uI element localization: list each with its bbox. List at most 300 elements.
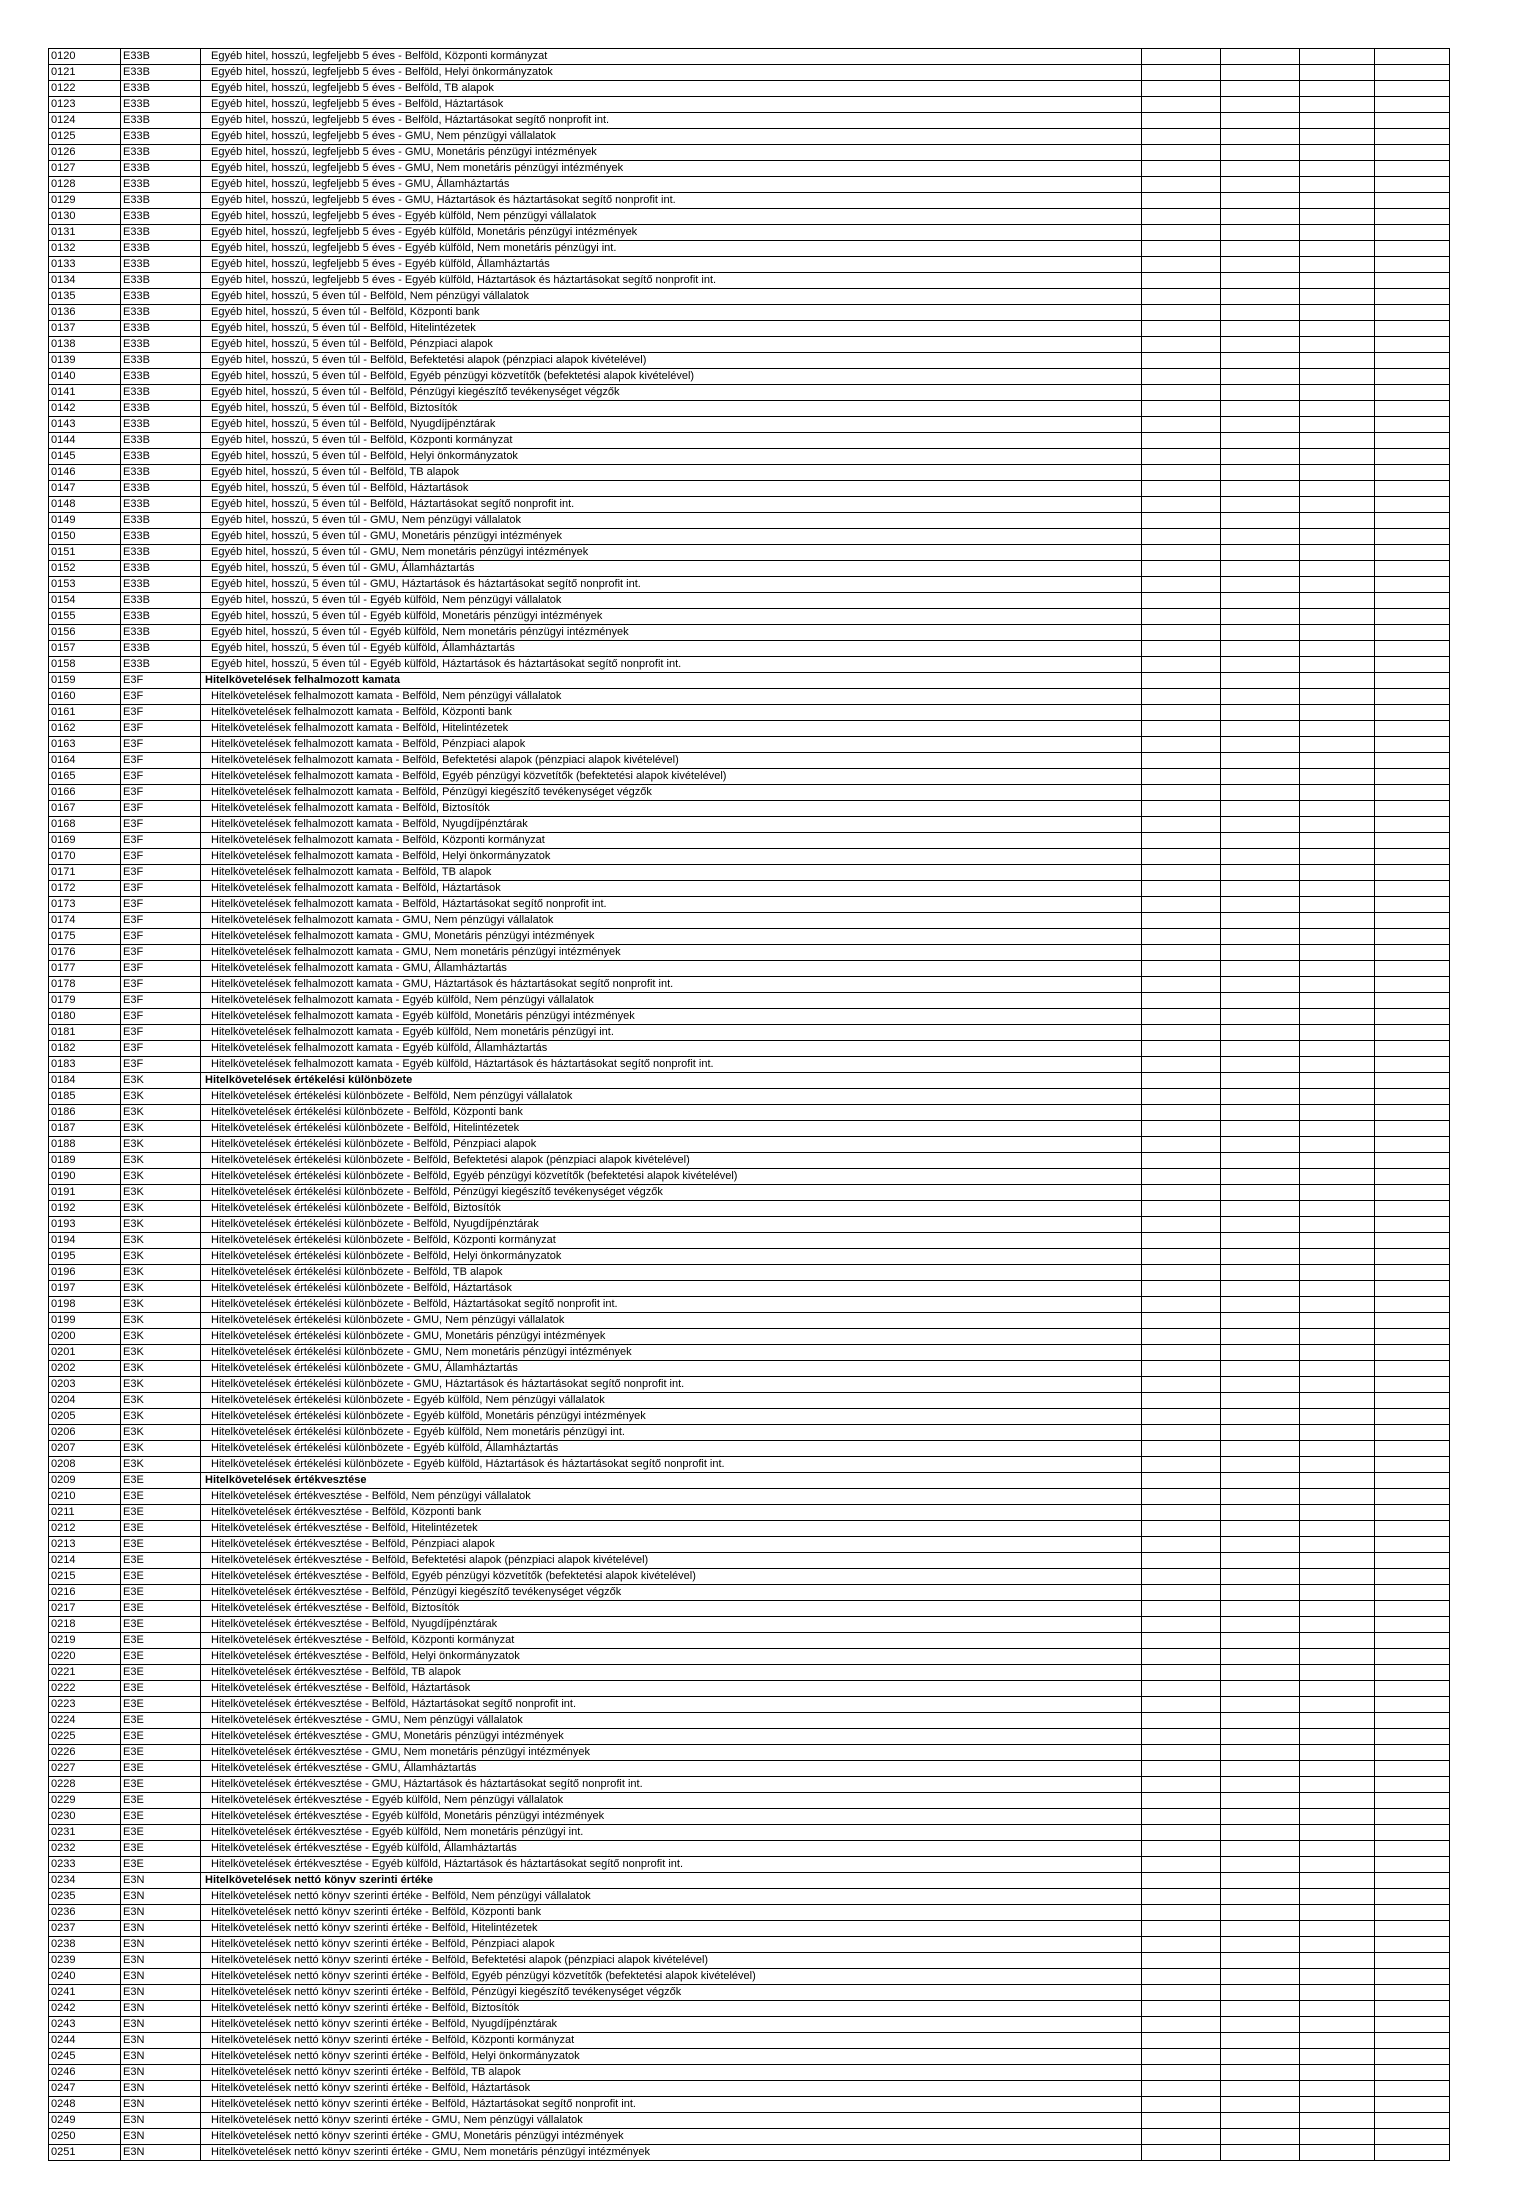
- description-cell: Hitelkövetelések felhalmozott kamata - Belföld, Pénzpiaci alapok: [201, 737, 1142, 753]
- table-row: [49, 913, 1450, 929]
- code-cell: E3F: [121, 801, 201, 817]
- code-cell: E3F: [121, 945, 201, 961]
- value-cell-2: [1221, 1361, 1300, 1377]
- value-cell-3: [1300, 881, 1375, 897]
- row-number-cell: 0163: [49, 737, 121, 753]
- value-cell-4: [1375, 497, 1450, 513]
- row-number-cell: 0124: [49, 113, 121, 129]
- description-cell: Hitelkövetelések felhalmozott kamata - Belföld, Háztartásokat segítő nonprofit int.: [201, 897, 1142, 913]
- code-cell: E33B: [121, 641, 201, 657]
- value-cell-4: [1375, 449, 1450, 465]
- value-cell-2: [1221, 1873, 1300, 1889]
- value-cell-1: [1142, 1105, 1221, 1121]
- value-cell-4: [1375, 865, 1450, 881]
- value-cell-2: [1221, 977, 1300, 993]
- row-number-cell: 0241: [49, 1985, 121, 2001]
- code-cell: E3E: [121, 1841, 201, 1857]
- value-cell-1: [1142, 1969, 1221, 1985]
- value-cell-3: [1300, 545, 1375, 561]
- description-cell: Hitelkövetelések felhalmozott kamata - Egyéb külföld, Államháztartás: [201, 1041, 1142, 1057]
- value-cell-2: [1221, 129, 1300, 145]
- value-cell-3: [1300, 561, 1375, 577]
- value-cell-3: [1300, 1409, 1375, 1425]
- value-cell-4: [1375, 2017, 1450, 2033]
- section-heading-row: [49, 1873, 1450, 1889]
- value-cell-2: [1221, 2065, 1300, 2081]
- row-number-cell: 0185: [49, 1089, 121, 1105]
- value-cell-3: [1300, 1697, 1375, 1713]
- code-cell: E33B: [121, 81, 201, 97]
- code-cell: E3K: [121, 1105, 201, 1121]
- description-cell: Hitelkövetelések értékelési különbözete - GMU, Államháztartás: [201, 1361, 1142, 1377]
- row-number-cell: 0164: [49, 753, 121, 769]
- code-cell: E3F: [121, 721, 201, 737]
- value-cell-4: [1375, 337, 1450, 353]
- value-cell-1: [1142, 1281, 1221, 1297]
- description-cell: Hitelkövetelések nettó könyv szerinti értéke - Belföld, Hitelintézetek: [201, 1921, 1142, 1937]
- code-cell: E33B: [121, 369, 201, 385]
- value-cell-1: [1142, 513, 1221, 529]
- row-number-cell: 0204: [49, 1393, 121, 1409]
- value-cell-2: [1221, 1377, 1300, 1393]
- value-cell-1: [1142, 2065, 1221, 2081]
- value-cell-1: [1142, 465, 1221, 481]
- value-cell-1: [1142, 1729, 1221, 1745]
- value-cell-4: [1375, 1361, 1450, 1377]
- value-cell-1: [1142, 1121, 1221, 1137]
- value-cell-3: [1300, 641, 1375, 657]
- code-cell: E3K: [121, 1137, 201, 1153]
- value-cell-4: [1375, 2081, 1450, 2097]
- value-cell-1: [1142, 401, 1221, 417]
- table-row: [49, 1953, 1450, 1969]
- value-cell-2: [1221, 497, 1300, 513]
- value-cell-1: [1142, 1809, 1221, 1825]
- value-cell-1: [1142, 481, 1221, 497]
- value-cell-2: [1221, 609, 1300, 625]
- value-cell-2: [1221, 753, 1300, 769]
- value-cell-1: [1142, 2017, 1221, 2033]
- code-cell: E33B: [121, 449, 201, 465]
- value-cell-4: [1375, 1793, 1450, 1809]
- value-cell-3: [1300, 193, 1375, 209]
- code-cell: E3K: [121, 1217, 201, 1233]
- code-cell: E3F: [121, 849, 201, 865]
- table-row: [49, 897, 1450, 913]
- row-number-cell: 0186: [49, 1105, 121, 1121]
- row-number-cell: 0242: [49, 2001, 121, 2017]
- value-cell-4: [1375, 961, 1450, 977]
- code-cell: E3N: [121, 2065, 201, 2081]
- value-cell-4: [1375, 1777, 1450, 1793]
- description-cell: Hitelkövetelések értékelési különbözete - Belföld, Központi kormányzat: [201, 1233, 1142, 1249]
- row-number-cell: 0151: [49, 545, 121, 561]
- value-cell-4: [1375, 897, 1450, 913]
- description-cell: Egyéb hitel, hosszú, 5 éven túl - Belföld, Pénzügyi kiegészítő tevékenységet végzők: [201, 385, 1142, 401]
- value-cell-1: [1142, 2129, 1221, 2145]
- value-cell-3: [1300, 529, 1375, 545]
- code-cell: E3K: [121, 1153, 201, 1169]
- value-cell-2: [1221, 1041, 1300, 1057]
- description-cell: Egyéb hitel, hosszú, legfeljebb 5 éves - Egyéb külföld, Nem pénzügyi vállalatok: [201, 209, 1142, 225]
- description-cell: Hitelkövetelések felhalmozott kamata - Belföld, Egyéb pénzügyi közvetítők (befektetési alapok kivételével): [201, 769, 1142, 785]
- value-cell-1: [1142, 241, 1221, 257]
- description-cell: Hitelkövetelések értékelési különbözete - Belföld, Biztosítók: [201, 1201, 1142, 1217]
- row-number-cell: 0146: [49, 465, 121, 481]
- description-cell: Hitelkövetelések értékelési különbözete - Belföld, TB alapok: [201, 1265, 1142, 1281]
- value-cell-1: [1142, 449, 1221, 465]
- data-table: [48, 48, 1450, 2161]
- table-row: [49, 1857, 1450, 1873]
- value-cell-1: [1142, 1633, 1221, 1649]
- value-cell-4: [1375, 417, 1450, 433]
- value-cell-2: [1221, 1121, 1300, 1137]
- code-cell: E3E: [121, 1777, 201, 1793]
- code-cell: E3E: [121, 1713, 201, 1729]
- value-cell-4: [1375, 1761, 1450, 1777]
- table-row: [49, 1937, 1450, 1953]
- value-cell-1: [1142, 1329, 1221, 1345]
- value-cell-1: [1142, 1537, 1221, 1553]
- table-row: [49, 1601, 1450, 1617]
- value-cell-2: [1221, 2145, 1300, 2161]
- row-number-cell: 0139: [49, 353, 121, 369]
- value-cell-1: [1142, 737, 1221, 753]
- value-cell-2: [1221, 1937, 1300, 1953]
- value-cell-2: [1221, 1569, 1300, 1585]
- value-cell-3: [1300, 1473, 1375, 1489]
- code-cell: E3K: [121, 1345, 201, 1361]
- row-number-cell: 0238: [49, 1937, 121, 1953]
- table-row: [49, 289, 1450, 305]
- row-number-cell: 0144: [49, 433, 121, 449]
- value-cell-4: [1375, 145, 1450, 161]
- value-cell-4: [1375, 1057, 1450, 1073]
- code-cell: E3E: [121, 1745, 201, 1761]
- code-cell: E3K: [121, 1409, 201, 1425]
- value-cell-1: [1142, 161, 1221, 177]
- table-row: [49, 193, 1450, 209]
- description-cell: Hitelkövetelések értékvesztése - Belföld, Befektetési alapok (pénzpiaci alapok kivételével): [201, 1553, 1142, 1569]
- description-cell: Egyéb hitel, hosszú, 5 éven túl - Belföld, Háztartások: [201, 481, 1142, 497]
- code-cell: E33B: [121, 273, 201, 289]
- table-row: [49, 465, 1450, 481]
- value-cell-1: [1142, 1697, 1221, 1713]
- table-row: [49, 401, 1450, 417]
- value-cell-2: [1221, 273, 1300, 289]
- row-number-cell: 0122: [49, 81, 121, 97]
- value-cell-2: [1221, 241, 1300, 257]
- table-row: [49, 433, 1450, 449]
- description-cell: Egyéb hitel, hosszú, 5 éven túl - Belföld, Háztartásokat segítő nonprofit int.: [201, 497, 1142, 513]
- value-cell-4: [1375, 2097, 1450, 2113]
- description-cell: Egyéb hitel, hosszú, 5 éven túl - Belföld, Pénzpiaci alapok: [201, 337, 1142, 353]
- row-number-cell: 0251: [49, 2145, 121, 2161]
- value-cell-3: [1300, 1169, 1375, 1185]
- value-cell-4: [1375, 1905, 1450, 1921]
- section-heading-row: [49, 673, 1450, 689]
- code-cell: E3F: [121, 753, 201, 769]
- table-row: [49, 2033, 1450, 2049]
- value-cell-2: [1221, 817, 1300, 833]
- table-row: [49, 977, 1450, 993]
- value-cell-2: [1221, 97, 1300, 113]
- table-row: [49, 2145, 1450, 2161]
- value-cell-4: [1375, 1265, 1450, 1281]
- row-number-cell: 0189: [49, 1153, 121, 1169]
- code-cell: E33B: [121, 49, 201, 65]
- value-cell-4: [1375, 1873, 1450, 1889]
- value-cell-3: [1300, 2113, 1375, 2129]
- value-cell-1: [1142, 929, 1221, 945]
- value-cell-3: [1300, 577, 1375, 593]
- table-row: [49, 1793, 1450, 1809]
- value-cell-2: [1221, 1601, 1300, 1617]
- value-cell-1: [1142, 1377, 1221, 1393]
- value-cell-1: [1142, 1713, 1221, 1729]
- value-cell-2: [1221, 801, 1300, 817]
- code-cell: E3K: [121, 1185, 201, 1201]
- table-row: [49, 1489, 1450, 1505]
- table-row: [49, 449, 1450, 465]
- value-cell-4: [1375, 273, 1450, 289]
- value-cell-2: [1221, 657, 1300, 673]
- code-cell: E33B: [121, 209, 201, 225]
- value-cell-2: [1221, 161, 1300, 177]
- row-number-cell: 0123: [49, 97, 121, 113]
- value-cell-4: [1375, 1217, 1450, 1233]
- row-number-cell: 0249: [49, 2113, 121, 2129]
- row-number-cell: 0173: [49, 897, 121, 913]
- description-cell: Hitelkövetelések felhalmozott kamata - Belföld, Központi bank: [201, 705, 1142, 721]
- code-cell: E33B: [121, 337, 201, 353]
- description-cell: Egyéb hitel, hosszú, legfeljebb 5 éves - Belföld, Helyi önkormányzatok: [201, 65, 1142, 81]
- code-cell: E33B: [121, 225, 201, 241]
- code-cell: E3K: [121, 1073, 201, 1089]
- value-cell-1: [1142, 1153, 1221, 1169]
- value-cell-3: [1300, 1889, 1375, 1905]
- value-cell-2: [1221, 545, 1300, 561]
- value-cell-3: [1300, 1505, 1375, 1521]
- value-cell-1: [1142, 817, 1221, 833]
- value-cell-4: [1375, 1937, 1450, 1953]
- value-cell-1: [1142, 1297, 1221, 1313]
- value-cell-3: [1300, 1425, 1375, 1441]
- value-cell-2: [1221, 1281, 1300, 1297]
- description-cell: Hitelkövetelések felhalmozott kamata - Belföld, TB alapok: [201, 865, 1142, 881]
- value-cell-2: [1221, 1505, 1300, 1521]
- code-cell: E3E: [121, 1505, 201, 1521]
- row-number-cell: 0147: [49, 481, 121, 497]
- row-number-cell: 0145: [49, 449, 121, 465]
- table-row: [49, 753, 1450, 769]
- code-cell: E33B: [121, 417, 201, 433]
- value-cell-4: [1375, 1153, 1450, 1169]
- value-cell-3: [1300, 1025, 1375, 1041]
- description-cell: Hitelkövetelések értékvesztése - Belföld, Nem pénzügyi vállalatok: [201, 1489, 1142, 1505]
- code-cell: E3F: [121, 897, 201, 913]
- table-row: [49, 1505, 1450, 1521]
- value-cell-4: [1375, 2145, 1450, 2161]
- table-row: [49, 1393, 1450, 1409]
- value-cell-2: [1221, 81, 1300, 97]
- value-cell-4: [1375, 49, 1450, 65]
- value-cell-3: [1300, 305, 1375, 321]
- description-cell: Hitelkövetelések értékelési különbözete - Belföld, Központi bank: [201, 1105, 1142, 1121]
- code-cell: E33B: [121, 529, 201, 545]
- value-cell-3: [1300, 1825, 1375, 1841]
- value-cell-1: [1142, 2033, 1221, 2049]
- table-row: [49, 1009, 1450, 1025]
- description-cell: Hitelkövetelések nettó könyv szerinti értéke - Belföld, Befektetési alapok (pénzpiaci alapok kivételével): [201, 1953, 1142, 1969]
- row-number-cell: 0184: [49, 1073, 121, 1089]
- value-cell-2: [1221, 433, 1300, 449]
- table-row: [49, 177, 1450, 193]
- row-number-cell: 0133: [49, 257, 121, 273]
- value-cell-3: [1300, 1185, 1375, 1201]
- value-cell-4: [1375, 1697, 1450, 1713]
- table-row: [49, 1169, 1450, 1185]
- table-row: [49, 561, 1450, 577]
- value-cell-4: [1375, 113, 1450, 129]
- value-cell-4: [1375, 1393, 1450, 1409]
- description-cell: Hitelkövetelések értékvesztése - GMU, Monetáris pénzügyi intézmények: [201, 1729, 1142, 1745]
- table-row: [49, 1057, 1450, 1073]
- value-cell-2: [1221, 209, 1300, 225]
- value-cell-4: [1375, 1473, 1450, 1489]
- value-cell-2: [1221, 1025, 1300, 1041]
- table-row: [49, 1649, 1450, 1665]
- value-cell-2: [1221, 1073, 1300, 1089]
- row-number-cell: 0190: [49, 1169, 121, 1185]
- table-row: [49, 1041, 1450, 1057]
- row-number-cell: 0211: [49, 1505, 121, 1521]
- code-cell: E3K: [121, 1281, 201, 1297]
- value-cell-1: [1142, 1361, 1221, 1377]
- value-cell-4: [1375, 609, 1450, 625]
- value-cell-4: [1375, 641, 1450, 657]
- description-cell: Hitelkövetelések értékelési különbözete - Belföld, Befektetési alapok (pénzpiaci alapok kivételével): [201, 1153, 1142, 1169]
- row-number-cell: 0197: [49, 1281, 121, 1297]
- row-number-cell: 0125: [49, 129, 121, 145]
- description-cell: Hitelkövetelések értékvesztése - Egyéb külföld, Államháztartás: [201, 1841, 1142, 1857]
- value-cell-3: [1300, 337, 1375, 353]
- row-number-cell: 0188: [49, 1137, 121, 1153]
- value-cell-2: [1221, 1489, 1300, 1505]
- code-cell: E33B: [121, 353, 201, 369]
- row-number-cell: 0140: [49, 369, 121, 385]
- value-cell-2: [1221, 785, 1300, 801]
- value-cell-3: [1300, 1281, 1375, 1297]
- row-number-cell: 0162: [49, 721, 121, 737]
- code-cell: E3K: [121, 1313, 201, 1329]
- value-cell-3: [1300, 81, 1375, 97]
- code-cell: E3K: [121, 1457, 201, 1473]
- row-number-cell: 0229: [49, 1793, 121, 1809]
- value-cell-4: [1375, 465, 1450, 481]
- table-row: [49, 705, 1450, 721]
- code-cell: E3K: [121, 1329, 201, 1345]
- value-cell-1: [1142, 1617, 1221, 1633]
- value-cell-4: [1375, 433, 1450, 449]
- value-cell-4: [1375, 209, 1450, 225]
- section-heading-row: [49, 1473, 1450, 1489]
- value-cell-4: [1375, 353, 1450, 369]
- value-cell-2: [1221, 673, 1300, 689]
- value-cell-4: [1375, 177, 1450, 193]
- value-cell-4: [1375, 529, 1450, 545]
- value-cell-3: [1300, 1905, 1375, 1921]
- value-cell-3: [1300, 225, 1375, 241]
- value-cell-2: [1221, 689, 1300, 705]
- value-cell-4: [1375, 2113, 1450, 2129]
- value-cell-1: [1142, 1793, 1221, 1809]
- row-number-cell: 0225: [49, 1729, 121, 1745]
- value-cell-3: [1300, 1745, 1375, 1761]
- row-number-cell: 0135: [49, 289, 121, 305]
- value-cell-4: [1375, 1665, 1450, 1681]
- value-cell-1: [1142, 289, 1221, 305]
- description-cell: Hitelkövetelések értékvesztése - GMU, Nem pénzügyi vállalatok: [201, 1713, 1142, 1729]
- description-cell: Hitelkövetelések értékvesztése - Belföld, Központi bank: [201, 1505, 1142, 1521]
- value-cell-3: [1300, 449, 1375, 465]
- code-cell: E3K: [121, 1425, 201, 1441]
- section-heading-row: [49, 1073, 1450, 1089]
- value-cell-2: [1221, 1633, 1300, 1649]
- description-cell: Egyéb hitel, hosszú, 5 éven túl - Belföld, Nem pénzügyi vállalatok: [201, 289, 1142, 305]
- description-cell: Hitelkövetelések felhalmozott kamata - Belföld, Háztartások: [201, 881, 1142, 897]
- value-cell-3: [1300, 241, 1375, 257]
- row-number-cell: 0176: [49, 945, 121, 961]
- description-cell: Hitelkövetelések értékelési különbözete - Egyéb külföld, Monetáris pénzügyi intézmények: [201, 1409, 1142, 1425]
- code-cell: E3F: [121, 833, 201, 849]
- value-cell-3: [1300, 1585, 1375, 1601]
- description-cell: Hitelkövetelések nettó könyv szerinti értéke - Belföld, Központi kormányzat: [201, 2033, 1142, 2049]
- value-cell-4: [1375, 577, 1450, 593]
- description-cell: Hitelkövetelések értékvesztése - Belföld, Háztartásokat segítő nonprofit int.: [201, 1697, 1142, 1713]
- code-cell: E3K: [121, 1233, 201, 1249]
- description-cell: Egyéb hitel, hosszú, 5 éven túl - Belföld, Helyi önkormányzatok: [201, 449, 1142, 465]
- value-cell-3: [1300, 2097, 1375, 2113]
- value-cell-4: [1375, 1889, 1450, 1905]
- value-cell-2: [1221, 1217, 1300, 1233]
- table-row: [49, 1729, 1450, 1745]
- code-cell: E3N: [121, 2129, 201, 2145]
- description-cell: Hitelkövetelések nettó könyv szerinti értéke - Belföld, Nem pénzügyi vállalatok: [201, 1889, 1142, 1905]
- value-cell-3: [1300, 1969, 1375, 1985]
- value-cell-1: [1142, 1425, 1221, 1441]
- description-cell: Hitelkövetelések értékvesztése: [201, 1473, 1142, 1489]
- table-row: [49, 1137, 1450, 1153]
- value-cell-3: [1300, 1809, 1375, 1825]
- row-number-cell: 0168: [49, 817, 121, 833]
- code-cell: E3F: [121, 913, 201, 929]
- value-cell-3: [1300, 993, 1375, 1009]
- description-cell: Hitelkövetelések nettó könyv szerinti értéke - GMU, Monetáris pénzügyi intézmények: [201, 2129, 1142, 2145]
- row-number-cell: 0155: [49, 609, 121, 625]
- value-cell-4: [1375, 1457, 1450, 1473]
- description-cell: Egyéb hitel, hosszú, 5 éven túl - Belföld, Hitelintézetek: [201, 321, 1142, 337]
- value-cell-3: [1300, 2065, 1375, 2081]
- value-cell-3: [1300, 433, 1375, 449]
- table-row: [49, 1617, 1450, 1633]
- description-cell: Hitelkövetelések értékvesztése - Belföld, TB alapok: [201, 1665, 1142, 1681]
- value-cell-3: [1300, 801, 1375, 817]
- description-cell: Egyéb hitel, hosszú, legfeljebb 5 éves - Belföld, Központi kormányzat: [201, 49, 1142, 65]
- value-cell-4: [1375, 1713, 1450, 1729]
- description-cell: Hitelkövetelések felhalmozott kamata - GMU, Háztartások és háztartásokat segítő nonprofit int.: [201, 977, 1142, 993]
- row-number-cell: 0244: [49, 2033, 121, 2049]
